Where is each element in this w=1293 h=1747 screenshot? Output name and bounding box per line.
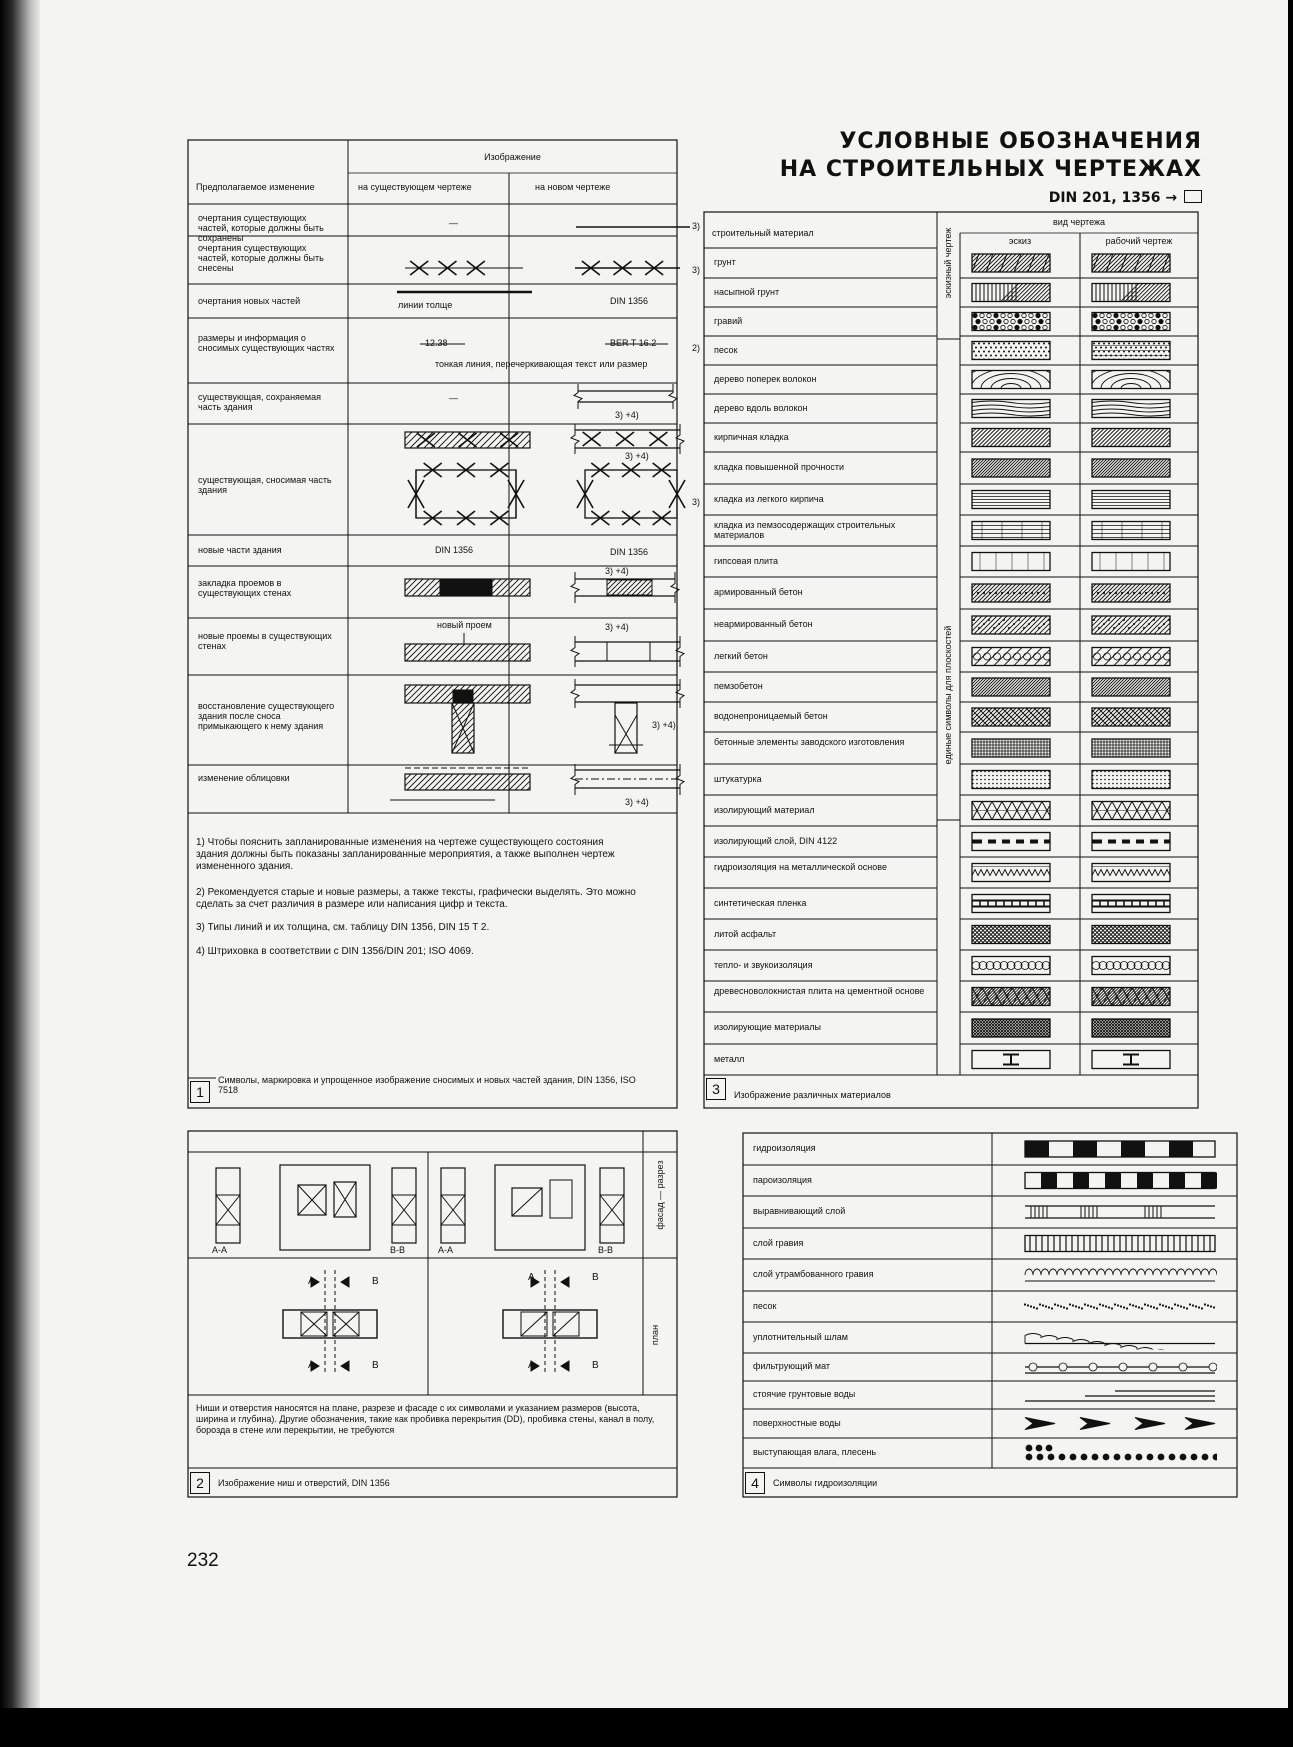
footnote-ref: 2): [692, 343, 701, 353]
row-label: восстановление существующего здания после сноса примыкающего к нему здания: [198, 701, 335, 731]
material-swatch: [1092, 553, 1170, 571]
material-swatch: [1092, 895, 1170, 913]
book-page: [40, 0, 1288, 1708]
plan-label: A: [308, 1276, 315, 1287]
existing-value: —: [449, 393, 458, 403]
footnote-ref: 3) +4): [615, 410, 639, 420]
material-label: гравий: [714, 315, 743, 326]
row-label: существующая, сносимая часть здания: [198, 475, 332, 495]
material-label: кладка из легкого кирпича: [714, 493, 824, 504]
material-label: водонепроницаемый бетон: [714, 711, 828, 721]
material-swatch: [972, 522, 1050, 540]
book-binding: [0, 0, 40, 1708]
material-label: кирпичная кладка: [714, 431, 789, 442]
material-label: синтетическая пленка: [714, 897, 807, 908]
row-label: закладка проемов в существующих стенах: [198, 578, 292, 598]
material-label: штукатурка: [714, 773, 762, 784]
header-new: на новом чертеже: [535, 182, 611, 192]
section-label: A-A: [438, 1245, 454, 1255]
figure-caption: Изображение различных материалов: [734, 1090, 891, 1100]
footnote: 4) Штриховка в соответствии с DIN 1356/DIN 201; ISO 4069.: [196, 946, 474, 957]
material-label: древесноволокнистая плита на цементной основе: [714, 985, 925, 996]
waterproofing-label: стоячие грунтовые воды: [753, 1389, 856, 1399]
table-note: Ниши и отверстия наносятся на плане, разрезе и фасаде с их символами и указанием размеров (высота, ширина и глубина). Другие обозначения, такие как пробивка перекрытия (DD), пробивка стены, канал в полу, борозда в стене или перекрытии, не требуются: [196, 1403, 655, 1435]
material-label: пемзобетон: [714, 681, 763, 691]
material-label: кладка из пемзосодержащих строительных материалов: [714, 519, 896, 540]
section-label: A-A: [212, 1245, 228, 1255]
span-note: тонкая линия, перечеркивающая текст или размер: [435, 359, 648, 369]
existing-value: 12.38: [425, 338, 448, 348]
row-label: размеры и информация о сносимых существующих частях: [198, 333, 335, 353]
material-label: дерево вдоль волокон: [714, 402, 808, 413]
footnote-ref: 3) +4): [625, 451, 649, 461]
footnote-ref: 3): [692, 265, 701, 275]
header-sketch: эскиз: [1008, 236, 1032, 246]
existing-value: новый проем: [437, 620, 492, 630]
section-label: B-B: [598, 1245, 614, 1255]
figure-number: 4: [745, 1472, 765, 1494]
side-label: единые символы для плоскостей: [943, 625, 953, 765]
material-label: тепло- и звукоизоляция: [714, 959, 813, 970]
waterproofing-label: выравнивающий слой: [753, 1206, 846, 1216]
subtitle-text: DIN 201, 1356 →: [1048, 190, 1178, 206]
figure-number: 3: [706, 1078, 726, 1100]
existing-value: —: [449, 218, 458, 228]
material-label: гидроизоляция на металлической основе: [714, 861, 887, 872]
side-label: эскизный чертеж: [943, 227, 953, 299]
row-label: существующая, сохраняемая часть здания: [198, 392, 321, 412]
new-value: DIN 1356: [610, 296, 649, 306]
footnote-ref: 3): [692, 221, 701, 231]
existing-value: DIN 1356: [435, 545, 474, 555]
side-label: план: [650, 1324, 660, 1346]
row-label: очертания новых частей: [198, 296, 301, 306]
figure-number: 2: [190, 1472, 210, 1494]
waterproofing-label: поверхностные воды: [753, 1417, 841, 1428]
material-label: неармированный бетон: [714, 619, 813, 629]
title-line-2: НА СТРОИТЕЛЬНЫХ ЧЕРТЕЖАХ: [779, 157, 1202, 182]
plan-label: B: [372, 1360, 379, 1371]
material-label: легкий бетон: [714, 650, 768, 661]
plan-label: B: [592, 1272, 599, 1283]
footnote: 3) Типы линий и их толщина, см. таблицу DIN 1356, DIN 15 T 2.: [196, 922, 490, 933]
footnote-ref: 3) +4): [605, 622, 629, 632]
waterproofing-label: слой утрамбованного гравия: [753, 1269, 874, 1279]
plan-label: B: [372, 1276, 379, 1287]
material-label: дерево поперек волокон: [714, 373, 817, 384]
header-view: вид чертежа: [1052, 217, 1105, 227]
header-work: рабочий чертеж: [1105, 236, 1173, 246]
row-label: очертания существующих частей, которые должны быть снесены: [198, 243, 324, 273]
section-label: B-B: [390, 1245, 406, 1255]
footnote-ref: 3): [692, 497, 701, 507]
footnote-ref: 3) +4): [652, 720, 676, 730]
waterproofing-label: слой гравия: [753, 1237, 804, 1248]
waterproofing-label: песок: [753, 1300, 777, 1311]
material-label: кладка повышенной прочности: [714, 462, 845, 472]
material-swatch: [1092, 771, 1170, 789]
material-swatch: [972, 957, 1050, 975]
title-line-1: УСЛОВНЫЕ ОБОЗНАЧЕНИЯ: [839, 129, 1202, 154]
row-label: новые проемы в существующих стенах: [198, 631, 332, 651]
footnote: 1) Чтобы пояснить запланированные изменения на чертеже существующего состояния здания должны быть показаны запланированные мероприятия, а также выполнен чертеж измененного здания.: [196, 837, 615, 872]
figure-caption: Символы гидроизоляции: [773, 1478, 878, 1488]
header-change: Предполагаемое изменение: [196, 182, 315, 192]
header-material: строительный материал: [712, 228, 814, 238]
waterproofing-label: фильтрующий мат: [753, 1361, 831, 1371]
material-label: грунт: [714, 257, 736, 267]
material-swatch: [972, 771, 1050, 789]
material-label: насыпной грунт: [714, 286, 780, 297]
row-label: очертания существующих частей, которые должны быть сохранены: [198, 213, 324, 243]
material-label: изолирующий слой, DIN 4122: [714, 835, 838, 846]
plan-label: A: [528, 1272, 535, 1283]
material-swatch: [972, 553, 1050, 571]
material-label: металл: [714, 1053, 745, 1064]
material-swatch: [972, 895, 1050, 913]
figure-caption: Изображение ниш и отверстий, DIN 1356: [218, 1478, 390, 1488]
side-label: фасад — разрез: [655, 1160, 665, 1230]
waterproofing-label: выступающая влага, плесень: [753, 1447, 877, 1457]
new-value: DIN 1356: [610, 547, 649, 557]
waterproofing-label: пароизоляция: [753, 1174, 812, 1185]
footnote-ref: 3) +4): [605, 566, 629, 576]
material-swatch: [1092, 522, 1170, 540]
material-label: песок: [714, 344, 738, 355]
row-label: изменение облицовки: [198, 773, 290, 783]
plan-label: B: [592, 1360, 599, 1371]
material-label: бетонные элементы заводского изготовления: [714, 737, 905, 747]
existing-value: линии толще: [398, 300, 453, 310]
row-label: новые части здания: [198, 545, 282, 555]
header-image: Изображение: [484, 152, 541, 162]
material-label: изолирующий материал: [714, 804, 815, 815]
figure-caption: Символы, маркировка и упрощенное изображение сносимых и новых частей здания, DIN 1356, ISO 7518: [218, 1075, 636, 1095]
footnote-ref: 3) +4): [625, 797, 649, 807]
waterproofing-label: гидроизоляция: [753, 1143, 816, 1153]
material-label: армированный бетон: [714, 587, 803, 597]
plan-label: A: [308, 1360, 315, 1371]
plan-label: A: [528, 1360, 535, 1371]
new-value: BER T 16.2: [610, 338, 657, 348]
page-number: 232: [187, 1550, 219, 1571]
material-label: изолирующие материалы: [714, 1022, 822, 1032]
header-existing: на существующем чертеже: [358, 182, 472, 192]
footnote: 2) Рекомендуется старые и новые размеры, а также тексты, графически выделять. Это можно сделать за счет различия в размере или написания цифр и текста.: [196, 887, 636, 910]
waterproofing-label: уплотнительный шлам: [753, 1331, 848, 1342]
material-label: гипсовая плита: [714, 555, 779, 566]
material-swatch: [1092, 957, 1170, 975]
figure-number: 1: [190, 1081, 210, 1103]
material-label: литой асфальт: [714, 928, 777, 939]
